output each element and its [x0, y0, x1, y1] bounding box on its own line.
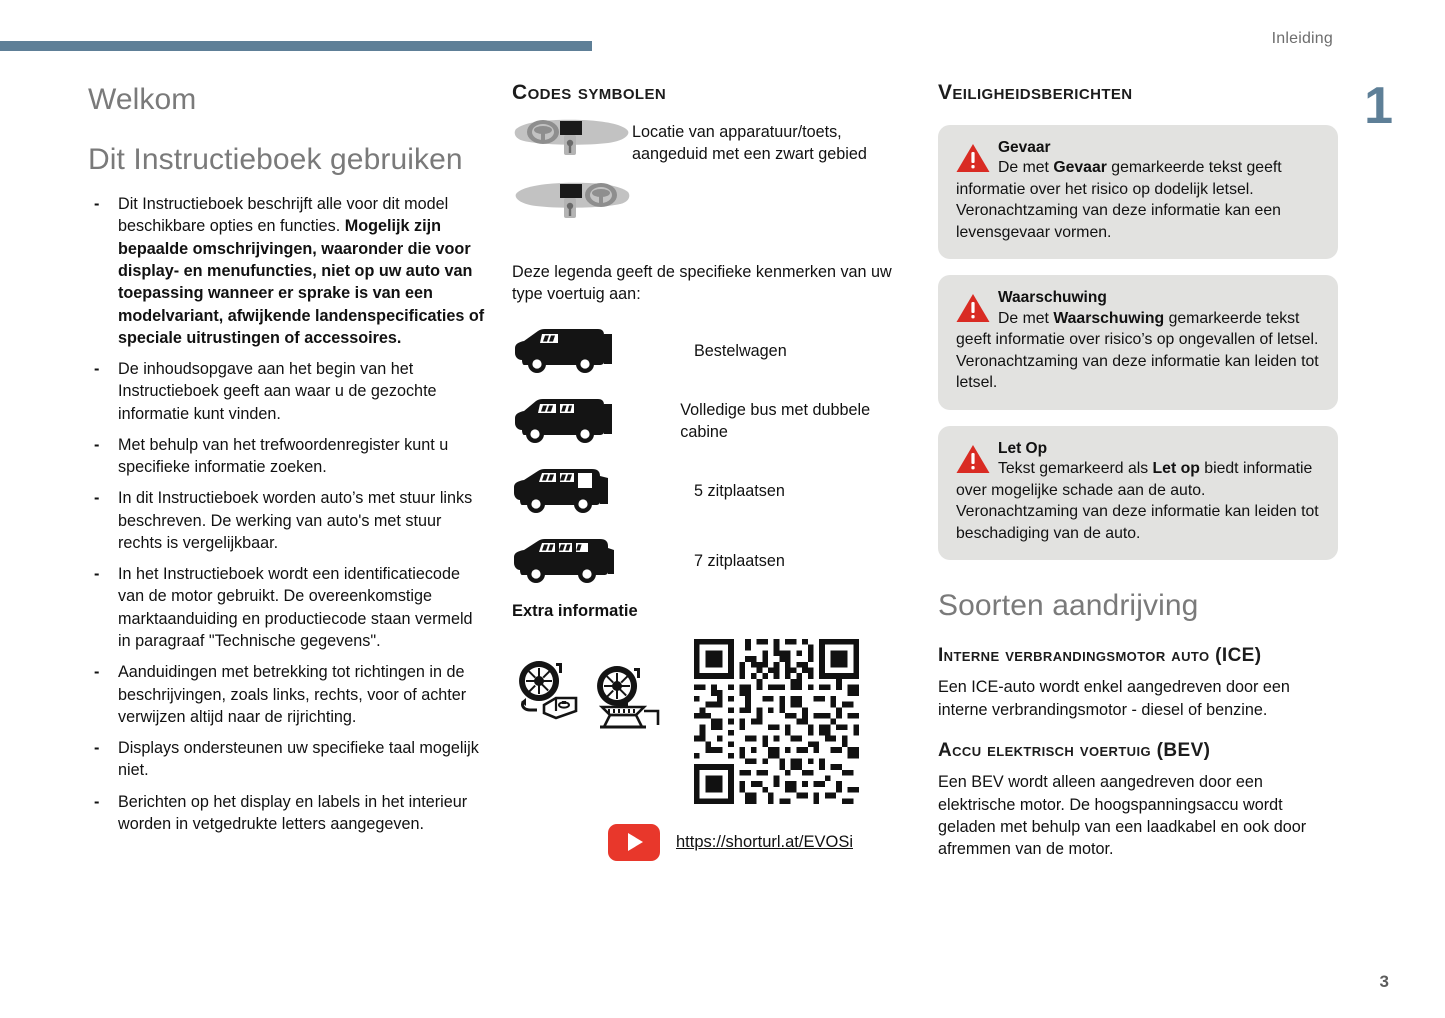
- right-column: [938, 80, 1338, 861]
- vehicle-legend-row: [512, 392, 904, 452]
- tyre-repair-kit-icon: [512, 657, 662, 729]
- callout-text-keyword: Waarschuwing: [1053, 309, 1165, 327]
- dashboard-lhd-icon: [512, 117, 632, 167]
- mpv-5-seats-icon: [512, 466, 694, 518]
- callout-text: [956, 308, 1320, 394]
- callout-text-post: gemarkeerde tekst geeft informatie over het risico op dodelijk letsel. Veronachtzaming van deze informatie kan een levensgevaar vormen.: [956, 159, 1282, 241]
- van-panel-icon: [512, 326, 694, 378]
- intro-bullet: [88, 563, 488, 652]
- chapter-number: 1: [1364, 77, 1393, 135]
- safety-callout: [938, 275, 1338, 409]
- drive-section-body: Een BEV wordt alleen aangedreven door een elektrische motor. De hoogspanningsaccu wordt geladen met behulp van een laadkabel en ook door afremmen van de motor.: [938, 773, 1307, 859]
- bullet-text: Dit Instructieboek beschrijft alle voor dit model beschikbare opties en functies.: [118, 195, 449, 236]
- bullet-text: In dit Instructieboek worden auto’s met stuur links beschreven. De werking van auto's met stuur rechts is vergelijkbaar.: [118, 489, 473, 552]
- header-accent-bar: [0, 41, 592, 51]
- middle-column: [512, 80, 904, 861]
- intro-bullet: [88, 661, 488, 728]
- callout-title: Gevaar: [998, 138, 1051, 156]
- vehicle-legend-label: Volledige bus met dubbele cabine: [680, 400, 871, 441]
- callout-text-pre: De met: [998, 309, 1054, 327]
- intro-bullet: [88, 193, 488, 349]
- drive-section-body: Een ICE-auto wordt enkel aangedreven door een interne verbrandingsmotor - diesel of benzine.: [938, 678, 1290, 719]
- vehicle-legend-label: 5 zitplaatsen: [694, 481, 785, 500]
- bullet-text: Met behulp van het trefwoordenregister kunt u specifieke informatie zoeken.: [118, 435, 449, 477]
- page-subtitle-gebruiken: Dit Instructieboek gebruiken: [88, 142, 463, 176]
- callout-title: Waarschuwing: [998, 289, 1107, 307]
- vehicle-legend-row: [512, 322, 904, 382]
- bullet-text-emphasis: Mogelijk zijn bepaalde omschrijvingen, waaronder die voor display- en menufuncties, niet op uw auto van toepassing wanneer er sprake is van een modelvariant, afwijkende landenspecificaties of speciale uitrustingen of accessoires.: [118, 217, 485, 347]
- callout-title: Let Op: [998, 439, 1048, 457]
- extra-info-block: [512, 639, 904, 804]
- van-crew-cab-icon: [512, 396, 680, 448]
- intro-bullet: [88, 358, 488, 425]
- legend-intro-text: Deze legenda geeft de specifieke kenmerken van uw type voertuig aan:: [512, 262, 892, 304]
- callout-text-keyword: Let op: [1152, 460, 1200, 478]
- bullet-text: Displays ondersteunen uw specifieke taal mogelijk niet.: [118, 739, 479, 780]
- qr-code[interactable]: [694, 639, 859, 804]
- intro-bullet: [88, 737, 488, 782]
- intro-bullet: [88, 434, 488, 479]
- chapter-label: Inleiding: [1271, 30, 1333, 47]
- vehicle-legend-row: [512, 532, 904, 592]
- callout-text-keyword: Gevaar: [1053, 159, 1107, 177]
- mpv-7-seats-icon: [512, 536, 694, 588]
- dashboard-icons: [512, 117, 632, 235]
- drive-sections: [938, 644, 1338, 861]
- youtube-play-icon[interactable]: [608, 824, 660, 861]
- warning-triangle-icon: [956, 143, 990, 173]
- dashboard-symbol-row: [512, 117, 904, 235]
- callout-text-post: biedt informatie over mogelijke schade aan de auto. Veronachtzaming van deze informatie kan leiden tot beschadiging van de auto.: [956, 460, 1319, 542]
- safety-callout: [938, 125, 1338, 259]
- shorturl-link[interactable]: https://shorturl.at/EVOSi: [676, 832, 853, 851]
- intro-bullet-list: [88, 193, 488, 835]
- bullet-text: De inhoudsopgave aan het begin van het Instructieboek geeft aan waar u de gezochte informatie kunt vinden.: [118, 360, 437, 423]
- callout-text-pre: De met: [998, 159, 1054, 177]
- veiligheidsberichten-heading: Veiligheidsberichten: [938, 81, 1133, 104]
- callout-text-post: gemarkeerde tekst geeft informatie over risico’s op ongevallen of letsel. Veronachtzaming van deze informatie kan leiden tot letsel.: [956, 309, 1319, 392]
- drive-section-heading: Interne verbrandingsmotor auto (ICE): [938, 644, 1262, 666]
- bullet-text: Berichten op het display en labels in het interieur worden in vetgedrukte letters aangegeven.: [118, 792, 468, 833]
- vehicle-legend-row: [512, 462, 904, 522]
- youtube-link-row[interactable]: [608, 824, 904, 861]
- dashboard-rhd-icon: [512, 180, 632, 230]
- callout-text: [956, 458, 1320, 544]
- warning-triangle-icon: [956, 444, 990, 474]
- codes-symbolen-heading: Codes symbolen: [512, 81, 667, 104]
- vehicle-legend-list: [512, 322, 904, 592]
- safety-callout: [938, 426, 1338, 560]
- soorten-aandrijving-title: Soorten aandrijving: [938, 589, 1199, 623]
- callout-list: [938, 125, 1338, 560]
- callout-text-pre: Tekst gemarkeerd als: [998, 460, 1153, 478]
- left-column: [88, 80, 488, 844]
- tool-icons: [512, 639, 672, 734]
- extra-info-heading: Extra informatie: [512, 601, 638, 620]
- bullet-text: In het Instructieboek wordt een identificatiecode van de motor gebruikt. De overeenkomstige marktaanduiding en productiecode staan vermeld in paragraaf "Technische gegevens".: [118, 565, 473, 650]
- bullet-text: Aanduidingen met betrekking tot richtingen in de beschrijvingen, zoals links, rechts, voor of achter verwijzen altijd naar de rijrichting.: [118, 663, 467, 726]
- callout-text: [956, 157, 1320, 243]
- vehicle-legend-label: 7 zitplaatsen: [694, 551, 785, 570]
- vehicle-legend-label: Bestelwagen: [694, 341, 787, 360]
- drive-section-heading: Accu elektrisch voertuig (BEV): [938, 739, 1211, 761]
- page-number: 3: [1379, 972, 1389, 991]
- warning-triangle-icon: [956, 293, 990, 323]
- dashboard-caption: Locatie van apparatuur/toets, aangeduid met een zwart gebied: [632, 122, 867, 164]
- intro-bullet: [88, 487, 488, 554]
- intro-bullet: [88, 791, 488, 836]
- page-title-welkom: Welkom: [88, 83, 197, 116]
